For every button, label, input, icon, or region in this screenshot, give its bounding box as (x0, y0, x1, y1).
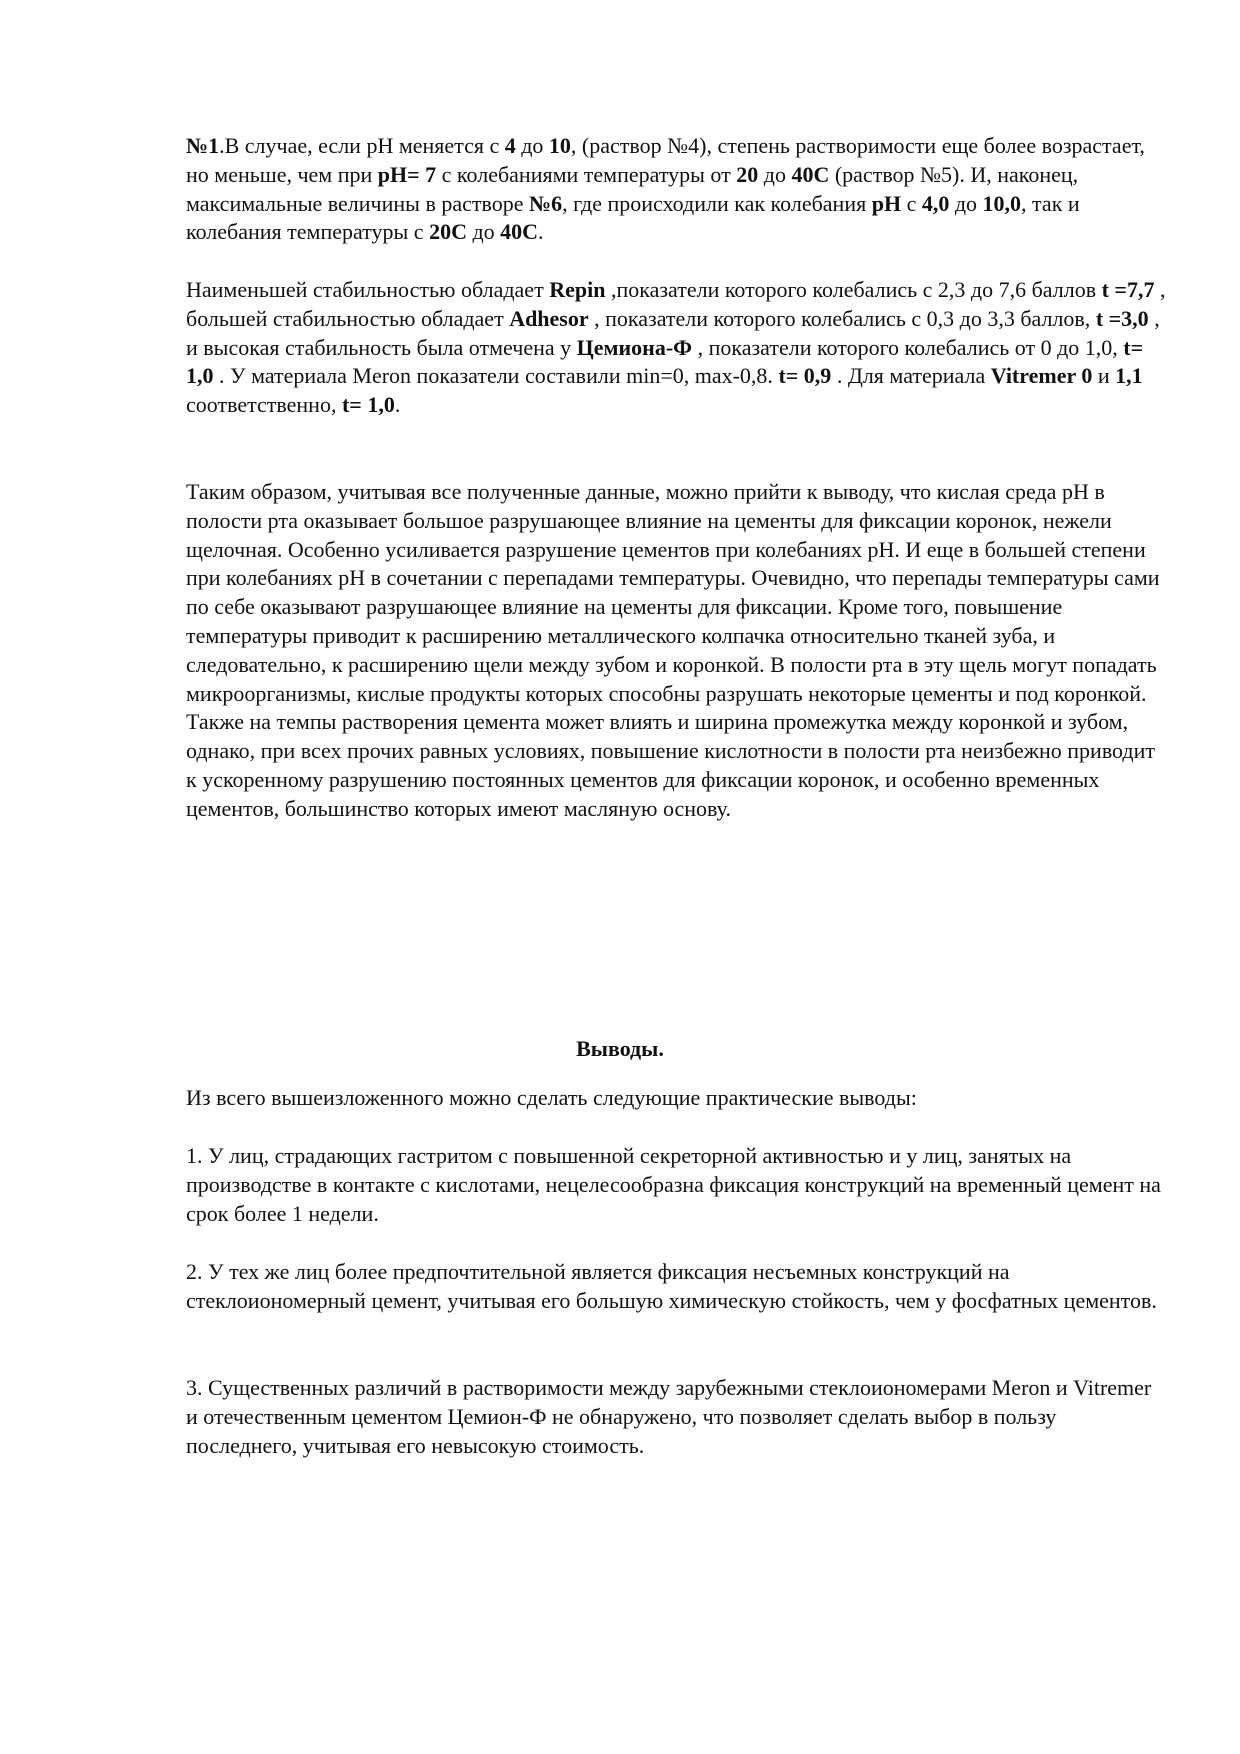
text-run: с (901, 190, 922, 216)
bold-run: 40C (791, 161, 830, 187)
text-run: , (раствор №4), степень растворимости еще более возрастает, но меньше, чем при (186, 133, 1145, 187)
conclusions-heading: Выводы. (576, 1036, 664, 1061)
text-run: .В случае, если pH меняется с (219, 133, 505, 158)
text-run: . У материала Meron показатели составили min=0, max-0,8. (213, 363, 779, 389)
text-run: , показатели которого колебались от 0 до 1,0, (692, 334, 1124, 360)
text-run: , и высокая стабильность была отмечена у (186, 305, 1160, 360)
bold-run: pH (871, 190, 902, 216)
text-run: , так и колебания температуры с (186, 190, 1080, 245)
bold-run: t =3,0 (1095, 305, 1149, 331)
bold-run: t= 1,0 (341, 392, 395, 418)
text-run: до (758, 161, 792, 187)
text-run: . Для материала (831, 363, 991, 389)
conclusion-text: 1. У лиц, страдающих гастритом с повышенной секреторной активностью и у лиц, занятых на производстве в контакте с кислотами, нецелесообразна фиксация конструкций на временный цемент на срок более 1 недели. (186, 1143, 1161, 1226)
bold-run: №6 (528, 190, 563, 216)
text-run: (раствор №5). И, наконец, максимальные величины в растворе (186, 161, 1079, 216)
paragraph-stability (186, 276, 1166, 420)
bold-run: №1 (186, 133, 220, 158)
bold-run: 20 (736, 161, 759, 187)
bold-run: Vitremer 0 (990, 363, 1093, 389)
text-run: , большей стабильностью обладает (186, 277, 1166, 331)
conclusion-item-1 (186, 1142, 1166, 1228)
text-run: . (538, 219, 544, 245)
rich-paragraph (186, 132, 1166, 247)
bold-run: pH= 7 (377, 161, 437, 187)
conclusions-intro (186, 1084, 1166, 1113)
bold-run: 10 (548, 133, 571, 158)
bold-run: t= 1,0 (186, 334, 1144, 389)
conclusion-text: 2. У тех же лиц более предпочтительной является фиксация несъемных конструкций на стеклоиономерный цемент, учитывая его большую химическую стойкость, чем у фосфатных цементов. (186, 1259, 1157, 1313)
text-run: Наименьшей стабильностью обладает (186, 277, 550, 302)
conclusion-item-2 (186, 1258, 1166, 1316)
bold-run: Repin (549, 277, 606, 302)
text-run: , где происходили как колебания (562, 190, 872, 216)
bold-run: 10,0 (982, 190, 1022, 216)
text-run: и (1092, 363, 1116, 389)
conclusion-item-3 (186, 1374, 1166, 1460)
text-run: , показатели которого колебались с 0,3 до 3,3 баллов, (588, 305, 1096, 331)
bold-run: 1,1 (1115, 363, 1143, 389)
intro-text: Из всего вышеизложенного можно сделать следующие практические выводы: (186, 1085, 917, 1110)
text-run: ,показатели которого колебались с 2,3 до 7,6 баллов (605, 277, 1102, 302)
bold-run: t= 0,9 (778, 363, 832, 389)
paragraph-summary (186, 478, 1166, 824)
paragraph-solubility-ph (186, 132, 1166, 247)
bold-run: 20C (429, 219, 467, 245)
text-run: до (949, 190, 983, 216)
text-run: . (394, 392, 401, 418)
bold-run: 4,0 (921, 190, 950, 216)
summary-text: Таким образом, учитывая все полученные данные, можно прийти к выводу, что кислая среда pH в полости рта оказывает большое разрушающее влияние на цементы для фиксации коронок, нежели щелочная. Особенно усиливается разрушение цементов при колебаниях pH. И еще в большей степени при колебаниях pH в сочетании с перепадами температуры. Очевидно, что перепады температуры сами по себе оказывают разрушающее влияние на цементы для фиксации. Кроме того, повышение температуры приводит к расширению металлического колпачка относительно тканей зуба, и следовательно, к расширению щели между зубом и коронкой. В полости рта в эту щель могут попадать микроорганизмы, кислые продукты которых способны разрушать некоторые цементы и под коронкой. Также на темпы растворения цемента может влиять и ширина промежутка между коронкой и зубом, однако, при всех прочих равных условиях, повышение кислотности в полости рта неизбежно приводит к ускоренному разрушению постоянных цементов для фиксации коронок, и особенно временных цементов, большинство которых имеют масляную основу. (186, 479, 1160, 821)
bold-run: Adhesor (509, 305, 589, 331)
bold-run: Цемиона-Ф (576, 334, 693, 360)
bold-run: t =7,7 (1101, 277, 1155, 302)
conclusion-text: 3. Существенных различий в растворимости между зарубежными стеклоиономерами Meron и Vitremer и отечественным цементом Цемион-Ф не обнаружено, что позволяет сделать выбор в пользу последнего, учитывая его невысокую стоимость. (186, 1375, 1152, 1458)
bold-run: 4 (504, 133, 516, 158)
bold-run: 40C (500, 219, 539, 245)
rich-paragraph (186, 276, 1166, 420)
text-run: до (466, 219, 501, 245)
text-run: с колебаниями температуры от (436, 161, 737, 187)
text-run: до (515, 133, 549, 158)
text-run: соответственно, (186, 392, 342, 418)
